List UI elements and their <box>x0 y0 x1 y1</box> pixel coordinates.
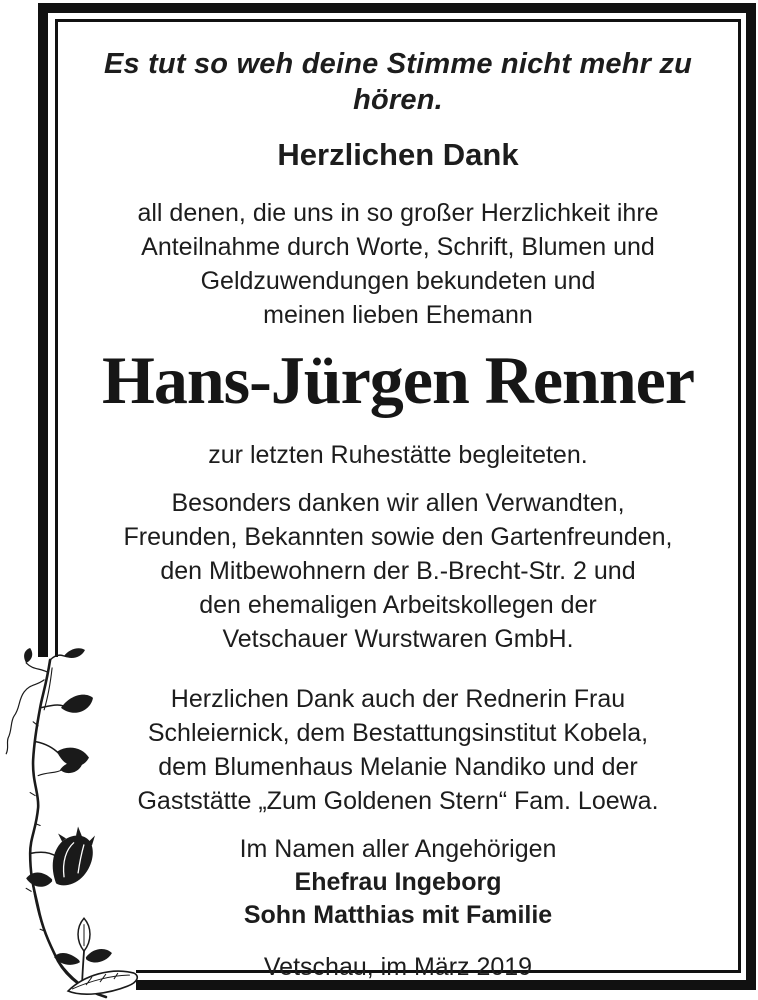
text-line: meinen lieben Ehemann <box>263 301 533 329</box>
text-line: Geldzuwendungen bekundeten und <box>200 267 596 295</box>
notice-content <box>58 22 738 984</box>
text-line: Vetschauer Wurstwaren GmbH. <box>222 625 574 653</box>
text-line: Besonders danken wir allen Verwandten, <box>171 489 625 517</box>
text-line: den ehemaligen Arbeitskollegen der <box>199 591 597 619</box>
additional-thanks-paragraph <box>58 682 738 818</box>
farewell-line: zur letzten Ruhestätte begleiteten. <box>208 441 588 469</box>
text-line: all denen, die uns in so großer Herzlichkeit ihre <box>137 199 659 227</box>
text-line: Herzlichen Dank auch der Rednerin Frau <box>170 685 626 713</box>
special-thanks-paragraph <box>58 486 738 656</box>
mourner-line-son: Sohn Matthias mit Familie <box>243 901 553 929</box>
text-line: dem Blumenhaus Melanie Nandiko und der <box>158 753 638 781</box>
intro-paragraph <box>58 196 738 332</box>
text-line: den Mitbewohnern der B.-Brecht-Str. 2 und <box>160 557 636 585</box>
deceased-name: Hans-Jürgen Renner <box>101 342 695 418</box>
closing-intro-line: Im Namen aller Angehörigen <box>239 835 557 863</box>
headline: Herzlichen Dank <box>277 137 519 172</box>
text-line: Schleiernick, dem Bestattungsinstitut Kobela, <box>147 719 649 747</box>
mourner-line-wife: Ehefrau Ingeborg <box>294 868 502 896</box>
text-line: Freunden, Bekannten sowie den Gartenfreunden, <box>123 523 673 551</box>
text-line: Gaststätte „Zum Goldenen Stern“ Fam. Loewa. <box>137 787 659 815</box>
epigraph-line: Es tut so weh deine Stimme nicht mehr zu hören. <box>103 48 693 116</box>
place-date-line: Vetschau, im März 2019 <box>263 953 533 981</box>
text-line: Anteilnahme durch Worte, Schrift, Blumen und <box>141 233 655 261</box>
